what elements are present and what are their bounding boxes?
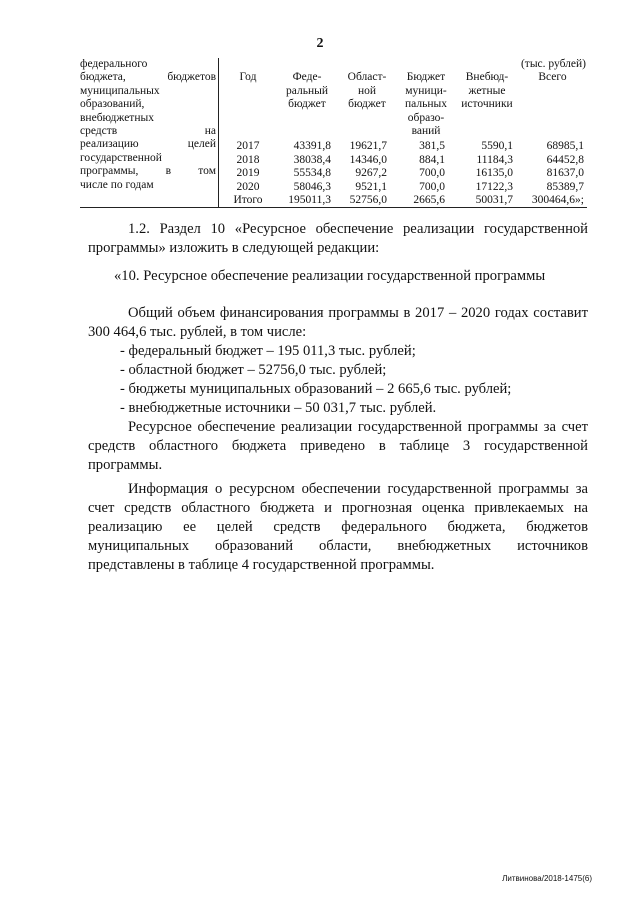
unit-label: (тыс. рублей)	[520, 58, 586, 70]
header-regional	[337, 71, 397, 138]
cell-extra: 5590,1	[481, 140, 513, 153]
cell-year: Итого	[233, 194, 263, 207]
cell-regional: 52756,0	[349, 194, 387, 207]
amendment-text: 1.2. Раздел 10 «Ресурсное обеспечение реализации государственной программы» изложить в следующей редакции:	[88, 221, 588, 256]
header-line: Год	[239, 71, 257, 84]
label-line: бюджета, бюджетов	[80, 71, 216, 84]
header-line: Всего	[538, 71, 567, 84]
cell-regional: 14346,0	[349, 153, 387, 166]
header-total	[519, 71, 586, 138]
cell-total: 85389,7	[546, 180, 584, 193]
header-line: пальных	[405, 98, 447, 111]
header-extra	[455, 71, 519, 138]
header-line: бюджет	[288, 98, 326, 111]
label-line: федерального	[80, 58, 148, 70]
cell-year: 2020	[236, 180, 260, 193]
header-line: жетные	[468, 84, 506, 97]
cell-federal: 43391,8	[293, 140, 331, 153]
cell-municipal: 2665,6	[413, 194, 445, 207]
cell-federal: 195011,3	[288, 194, 331, 207]
header-line: Област-	[347, 71, 387, 84]
funding-table	[80, 58, 587, 208]
cell-year: 2017	[236, 140, 260, 153]
header-line: ной	[357, 84, 377, 97]
header-line: источники	[461, 98, 513, 111]
header-line: ваний	[411, 125, 441, 138]
cell-total: 300464,6»;	[531, 194, 584, 207]
regional-budget-paragraph: Ресурсное обеспечение реализации государственной программы за счет средств областного бюджета приведено в таблице 3 государственной программы.	[88, 419, 588, 473]
label-line: средств на	[80, 125, 216, 138]
cell-federal: 55534,8	[293, 167, 331, 180]
header-line: Внебюд-	[465, 71, 509, 84]
header-year	[219, 71, 277, 138]
cell-regional: 9521,1	[355, 180, 387, 193]
financing-summary: Общий объем финансирования программы в 2017 – 2020 годах составит 300 464,6 тыс. рублей, в том числе:	[88, 305, 588, 340]
header-line: Феде-	[292, 71, 322, 84]
header-line: Бюджет	[406, 71, 446, 84]
cell-regional: 19621,7	[349, 140, 387, 153]
list-item: - федеральный бюджет – 195 011,3 тыс. рублей;	[120, 343, 416, 359]
financing-block	[88, 304, 588, 575]
header-municipal	[397, 71, 455, 138]
label-line: государственной	[80, 151, 162, 164]
cell-extra: 17122,3	[475, 180, 513, 193]
label-line: внебюджетных	[80, 111, 154, 124]
section-heading	[88, 267, 588, 286]
list-item: - внебюджетные источники – 50 031,7 тыс. рублей.	[120, 400, 437, 416]
label-line: реализацию целей	[80, 138, 216, 151]
label-line: числе по годам	[80, 178, 154, 191]
table-row	[219, 140, 587, 153]
table-row	[219, 181, 587, 194]
list-item: - бюджеты муниципальных образований – 2 665,6 тыс. рублей;	[120, 381, 512, 397]
cell-regional: 9267,2	[355, 167, 387, 180]
table-row-total	[219, 194, 587, 207]
document-code: Литвинова/2018-1475(6)	[502, 874, 592, 883]
cell-extra: 16135,0	[475, 167, 513, 180]
header-line: ральный	[286, 84, 328, 97]
resource-info-paragraph: Информация о ресурсном обеспечении государственной программы за счет средств областного бюджета и прогнозная оценка привлекаемых на реализацию ее целей средств федерального бюджета, бюджетов муниципальных образований области, внебюджетных источников представлены в таблице 4 государственной программы.	[88, 481, 588, 573]
cell-municipal: 700,0	[419, 167, 445, 180]
table-values	[219, 58, 588, 208]
table-row-label	[80, 58, 219, 208]
page-number: 2	[316, 36, 324, 51]
header-line: муници-	[405, 84, 447, 97]
paragraph-amendment	[88, 220, 588, 258]
cell-extra: 11184,3	[476, 153, 513, 166]
cell-total: 64452,8	[546, 153, 584, 166]
header-federal	[277, 71, 337, 138]
label-line: образований,	[80, 98, 145, 111]
cell-federal: 58046,3	[293, 180, 331, 193]
table-row	[219, 167, 587, 180]
cell-year: 2019	[236, 167, 260, 180]
section-heading-text: «10. Ресурсное обеспечение реализации государственной программы	[114, 268, 546, 284]
cell-year: 2018	[236, 153, 260, 166]
header-line: бюджет	[348, 98, 386, 111]
header-line: образо-	[407, 111, 445, 124]
label-line: программы, в том	[80, 165, 216, 178]
table-header	[219, 71, 587, 138]
cell-municipal: 700,0	[419, 180, 445, 193]
cell-municipal: 884,1	[419, 153, 445, 166]
table-row	[219, 154, 587, 167]
cell-federal: 38038,4	[293, 153, 331, 166]
list-item: - областной бюджет – 52756,0 тыс. рублей;	[120, 362, 387, 378]
label-line: муниципальных	[80, 84, 160, 97]
cell-total: 81637,0	[546, 167, 584, 180]
cell-extra: 50031,7	[475, 194, 513, 207]
cell-total: 68985,1	[546, 140, 584, 153]
table-rows	[219, 140, 587, 207]
cell-municipal: 381,5	[419, 140, 445, 153]
